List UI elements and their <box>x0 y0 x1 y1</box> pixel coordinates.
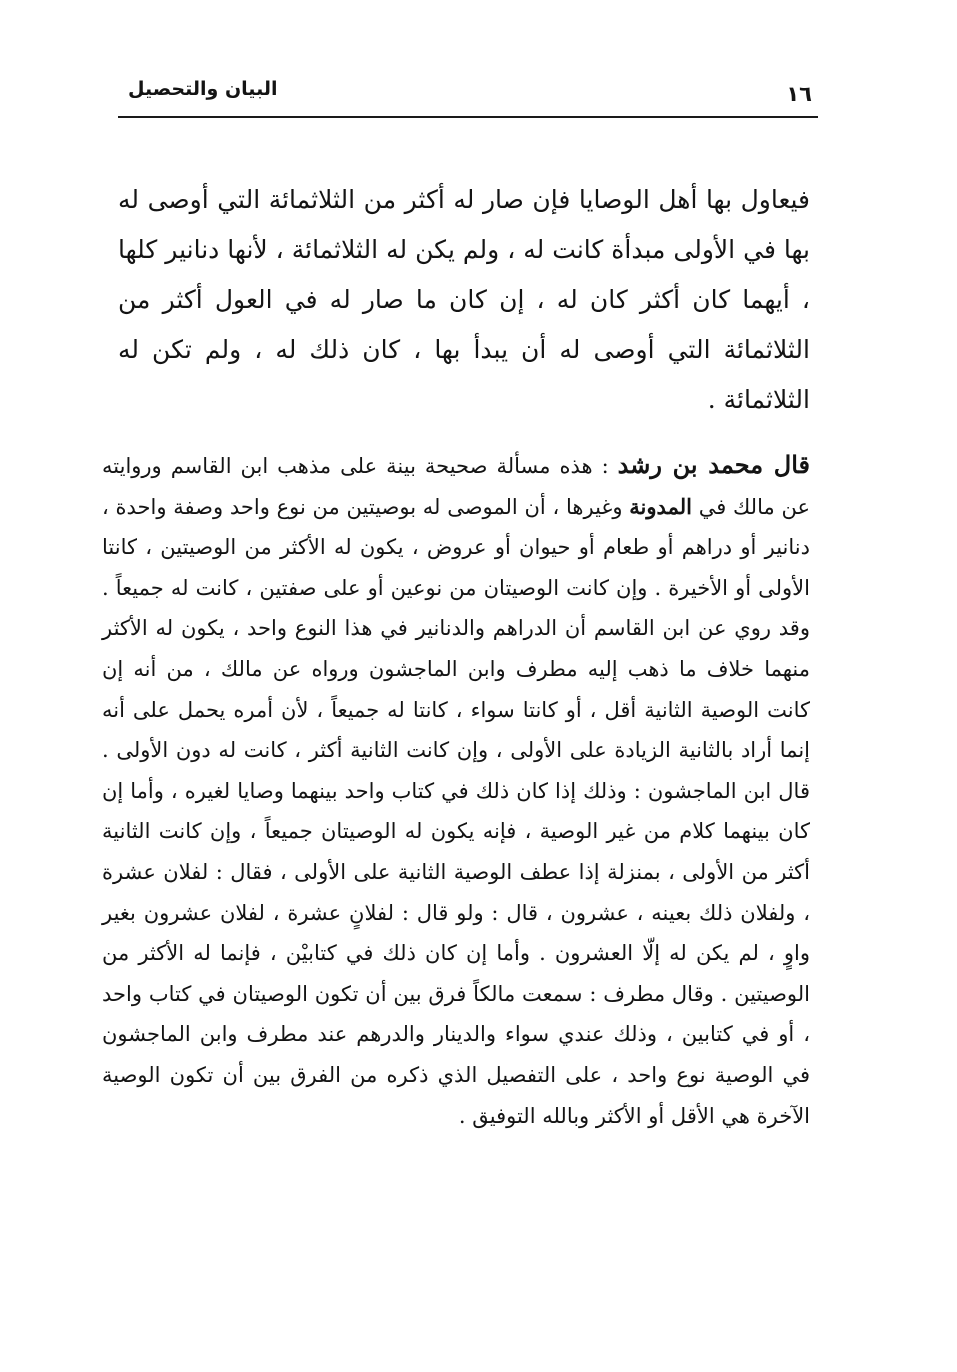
speaker-attribution: قال محمد بن رشد <box>617 450 810 479</box>
running-title: البيان والتحصيل <box>128 78 278 100</box>
commentary-text-start: : هذه مسألة صحيحة بينة على مذهب ابن القاسم وروايته عن مالك في <box>102 454 810 519</box>
paragraph-text: فيعاول بها أهل الوصايا فإن صار له أكثر من الثلاثمائة التي أوصى له بها في الأولى مبدأة كانت له ، ولم يكن له الثلاثمائة ، لأنها دنانير كلها ، أيهما كان أكثر كان له ، إن كان ما صار له في العول أكثر من الثلاثمائة التي أوصى له أن يبدأ بها ، كان ذلك له ، ولم تكن له الثلاثمائة . <box>118 185 810 414</box>
book-reference: المدونة <box>629 493 692 519</box>
commentary-text-rest: وغيرها ، أن الموصى له بوصيتين من نوع واحد وصفة واحدة ، دنانير أو دراهم أو طعام أو حيوان أو عروض ، يكون له الأكثر من الوصيتين ، كانتا الأولى أو الأخيرة . وإن كانت الوصيتان من نوعين أو على صفتين ، كانت له جميعاً . وقد روي عن ابن القاسم أن الدراهم والدنانير في هذا النوع واحد ، يكون له الأكثر منهما خلاف ما ذهب إليه مطرف وابن الماجشون ورواه عن مالك ، من أنه إن كانت الوصية الثانية أقل ، أو كانتا سواء ، كانتا له جميعاً ، لأن أمره يحمل على أنه إنما أراد بالثانية الزيادة على الأولى ، وإن كانت الثانية أكثر ، كانت له دون الأولى . قال ابن الماجشون : وذلك إذا كان ذلك في كتاب واحد بينهما وصايا لغيره ، وأما إن كان بينهما كلام من غير الوصية ، فإنه يكون له الوصيتان جميعاً ، وإن كانت الثانية أكثر من الأولى ، بمنزلة إذا عطف الوصية الثانية على الأولى ، فقال : لفلان عشرة ، ولفلان ذلك بعينه ، عشرون ، قال : ولو قال : لفلانٍ عشرة ، لفلان عشرون بغير واوٍ ، لم يكن له إلّا العشرون . وأما إن كان ذلك في كتابيْن ، فإنما له الأكثر من الوصيتين . وقال مطرف : سمعت مالكاً فرق بين أن تكون الوصيتان في كتاب واحد ، أو في كتابين ، وذلك عندي سواء والدينار والدرهم عند مطرف وابن الماجشون في الوصية نوع واحد ، على التفصيل الذي ذكره من الفرق بين أن تكون الوصية الآخرة هي الأقل أو الأكثر وبالله التوفيق . <box>102 494 810 1128</box>
page-number: ١٦ <box>786 82 812 106</box>
commentary-paragraph <box>102 445 810 1136</box>
page-header <box>118 74 818 120</box>
header-divider <box>118 116 818 118</box>
